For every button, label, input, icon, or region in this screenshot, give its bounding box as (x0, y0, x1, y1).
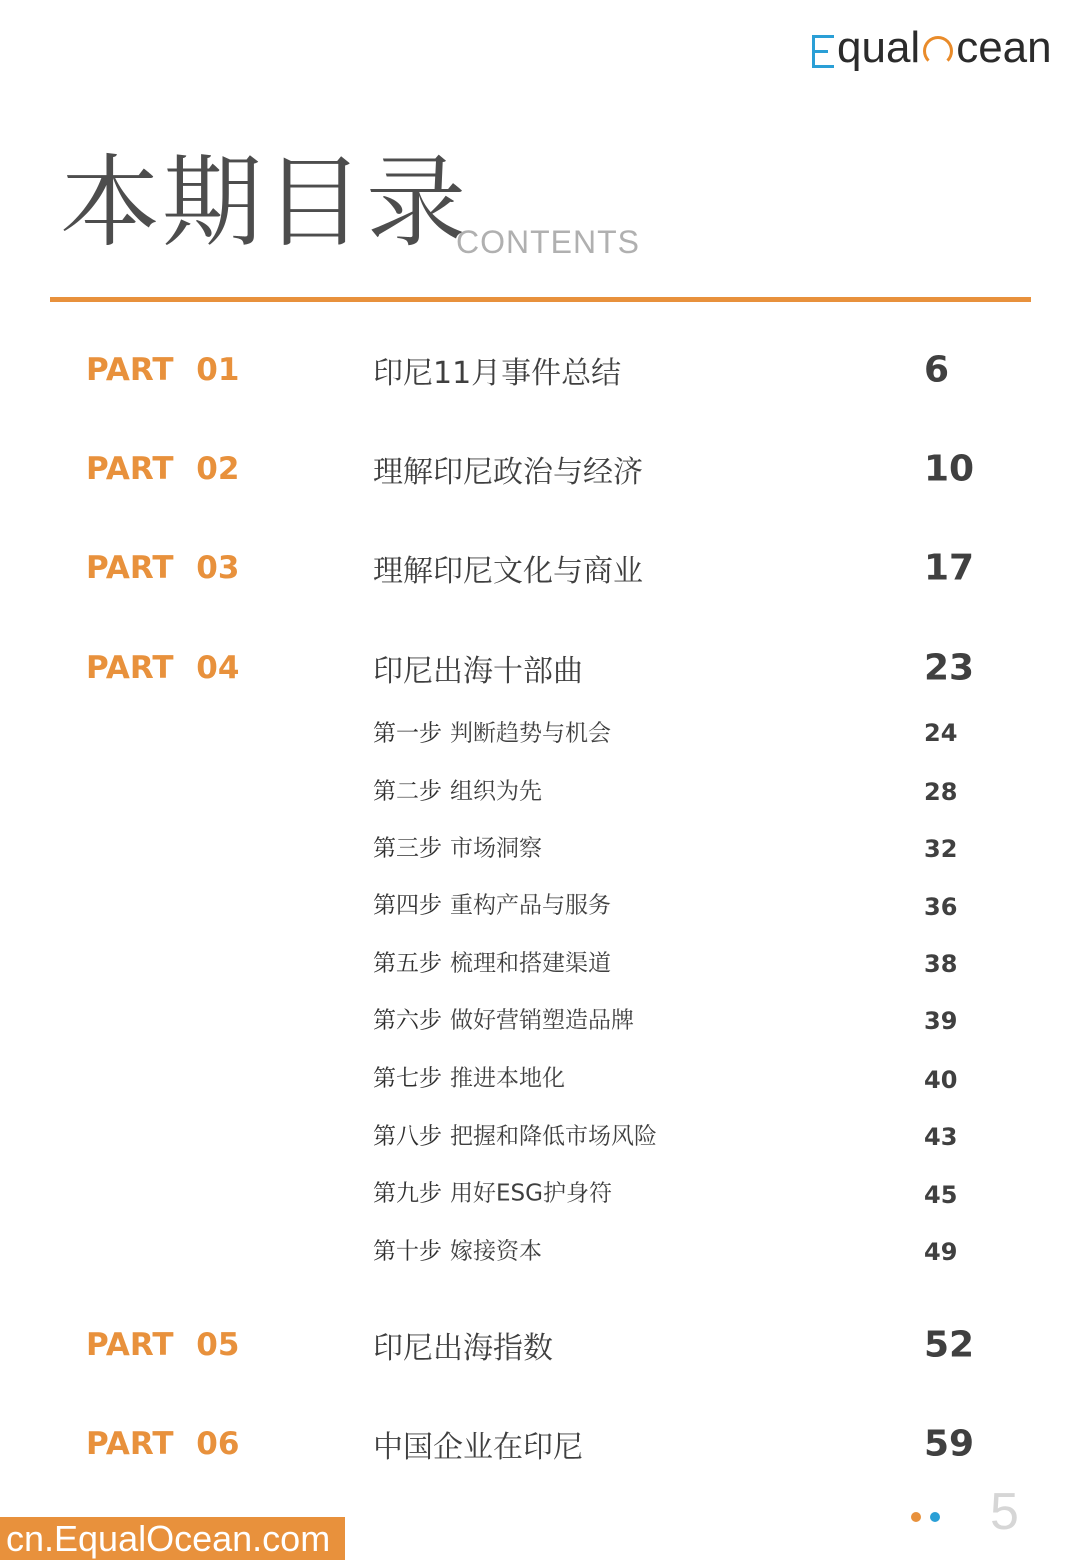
toc-section-page: 17 (924, 547, 975, 589)
toc-step-page: 43 (924, 1123, 958, 1151)
blue-dot-icon (930, 1512, 940, 1522)
toc-section-page: 59 (924, 1423, 975, 1465)
toc-step-number: 第十步 (373, 1238, 442, 1265)
toc-step-page: 45 (924, 1181, 958, 1209)
toc-step-page: 24 (924, 719, 958, 747)
toc-step-title: 用好ESG护身符 (450, 1180, 612, 1207)
toc-step-title: 梳理和搭建渠道 (450, 950, 611, 977)
toc-step-item[interactable] (373, 1118, 657, 1151)
toc-step-page: 36 (924, 893, 958, 921)
toc-step-page: 49 (924, 1238, 958, 1266)
toc-section-page: 10 (924, 448, 975, 490)
toc-step-title: 判断趋势与机会 (450, 720, 611, 747)
toc-section-title[interactable]: 中国企业在印尼 (373, 1430, 583, 1465)
toc-step-number: 第九步 (373, 1180, 442, 1207)
logo-text-qual: qual (837, 23, 921, 72)
toc-step-number: 第三步 (373, 835, 442, 862)
toc-section-title[interactable]: 印尼出海十部曲 (373, 654, 583, 689)
toc-section-page: 52 (924, 1324, 975, 1366)
toc-part-label: PART 03 (86, 550, 240, 586)
header-divider (50, 297, 1031, 302)
toc-step-number: 第四步 (373, 892, 442, 919)
logo-text-cean: cean (956, 23, 1052, 72)
toc-part-label: PART 06 (86, 1426, 240, 1462)
toc-step-item[interactable] (373, 1060, 565, 1093)
toc-step-number: 第五步 (373, 950, 442, 977)
toc-step-item[interactable] (373, 1175, 612, 1208)
toc-step-item[interactable] (373, 1002, 634, 1035)
toc-step-number: 第一步 (373, 720, 442, 747)
toc-step-title: 把握和降低市场风险 (450, 1123, 657, 1150)
toc-step-number: 第七步 (373, 1065, 442, 1092)
equalocean-logo (812, 18, 1052, 70)
toc-section-page: 23 (924, 647, 975, 689)
toc-step-page: 32 (924, 835, 958, 863)
toc-step-page: 39 (924, 1007, 958, 1035)
toc-step-title: 市场洞察 (450, 835, 542, 862)
toc-step-page: 40 (924, 1066, 958, 1094)
toc-step-number: 第六步 (373, 1007, 442, 1034)
toc-step-title: 组织为先 (450, 778, 542, 805)
toc-section-title[interactable]: 理解印尼文化与商业 (373, 554, 643, 589)
toc-section-title[interactable]: 印尼出海指数 (373, 1331, 553, 1366)
toc-step-title: 推进本地化 (450, 1065, 565, 1092)
toc-step-page: 38 (924, 950, 958, 978)
toc-step-title: 重构产品与服务 (450, 892, 611, 919)
toc-step-number: 第八步 (373, 1123, 442, 1150)
page-subtitle: CONTENTS (456, 224, 640, 260)
toc-step-page: 28 (924, 778, 958, 806)
toc-step-item[interactable] (373, 715, 611, 748)
orange-dot-icon (911, 1512, 921, 1522)
toc-step-item[interactable] (373, 945, 611, 978)
toc-step-item[interactable] (373, 1233, 542, 1266)
footer-website-link[interactable]: cn.EqualOcean.com (0, 1517, 345, 1560)
toc-part-label: PART 02 (86, 451, 240, 487)
toc-step-item[interactable] (373, 830, 542, 863)
toc-part-label: PART 05 (86, 1327, 240, 1363)
toc-part-label: PART 04 (86, 650, 240, 686)
toc-section-title[interactable]: 理解印尼政治与经济 (373, 455, 643, 490)
toc-step-item[interactable] (373, 773, 542, 806)
toc-section-page: 6 (924, 349, 950, 391)
toc-step-title: 嫁接资本 (450, 1238, 542, 1265)
toc-step-item[interactable] (373, 887, 611, 920)
page-title: 本期目录 (60, 144, 468, 261)
toc-step-title: 做好营销塑造品牌 (450, 1007, 634, 1034)
logo-e-mark-icon (812, 35, 834, 68)
toc-step-number: 第二步 (373, 778, 442, 805)
logo-o-mark-icon (923, 36, 953, 66)
footer-dots (911, 1512, 940, 1522)
toc-section-title[interactable]: 印尼11月事件总结 (373, 356, 622, 391)
page-number: 5 (990, 1483, 1019, 1541)
toc-part-label: PART 01 (86, 352, 240, 388)
